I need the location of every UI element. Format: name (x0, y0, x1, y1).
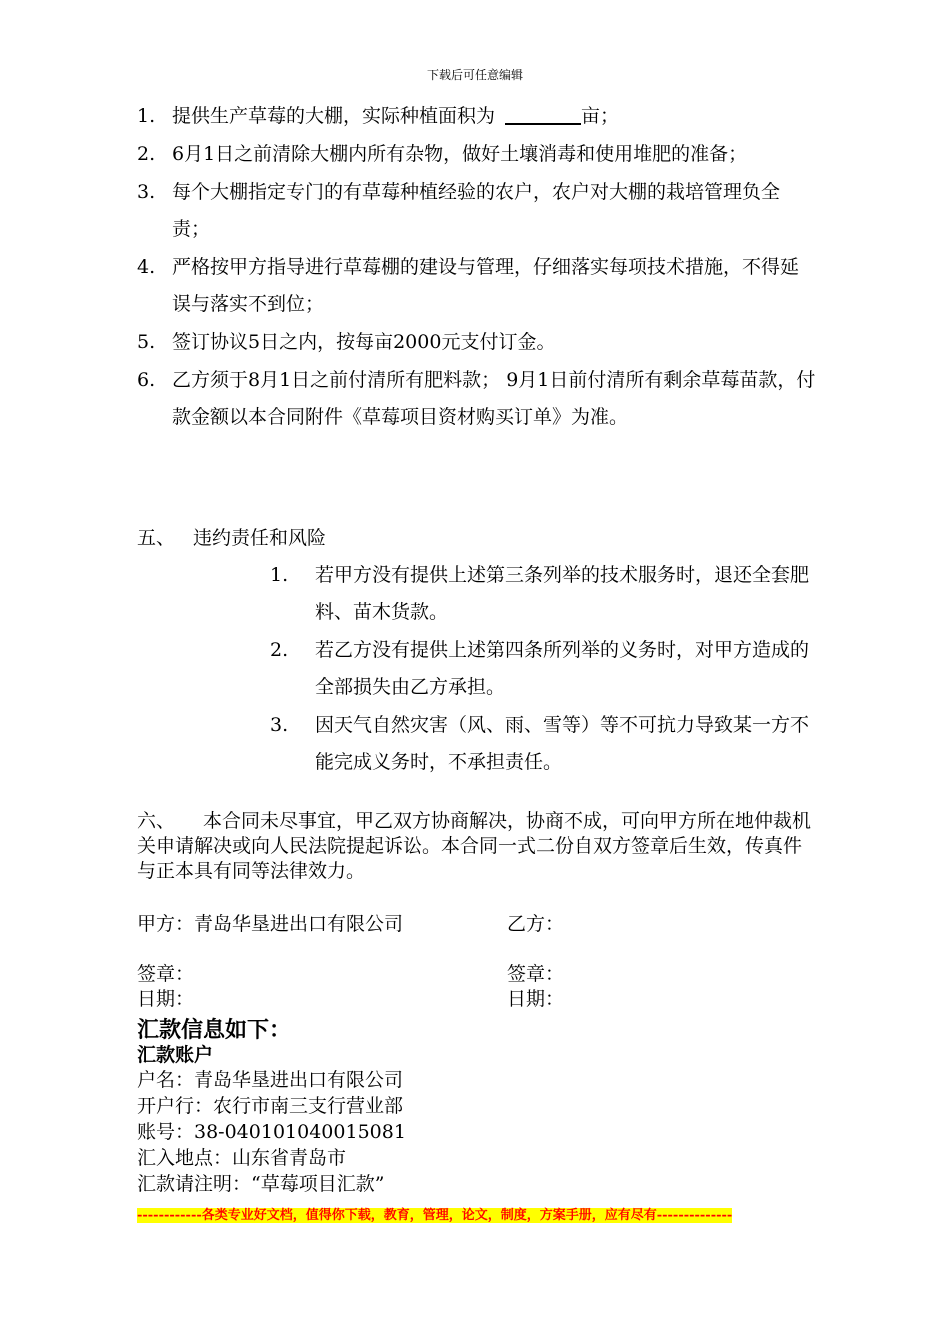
party-b-label: 乙方： (507, 913, 565, 935)
bank-name: 开户行：农行市南三支行营业部 (137, 1095, 404, 1117)
list-item: 6. 乙方须于8月1日之前付清所有肥料款； 9月1日前付清所有剩余草莓苗款，付款金额以本合同附件《草莓项目资材购买订单》为准。 (137, 369, 816, 428)
list-item: 2. 6月1日之前清除大棚内所有杂物，做好土壤消毒和使用堆肥的准备； (137, 143, 748, 165)
obligations-list (137, 98, 817, 437)
area-blank-field (505, 103, 581, 125)
party-b-date: 日期： (507, 988, 565, 1010)
list-item: 3. 每个大棚指定专门的有草莓种植经验的农户，农户对大棚的栽培管理负全责； (137, 181, 781, 240)
remit-location: 汇入地点：山东省青岛市 (137, 1147, 347, 1169)
party-b-seal: 签章： (507, 963, 565, 985)
page-header: 下载后可任意编辑 (426, 68, 523, 82)
remittance-title: 汇款信息如下： (137, 1017, 292, 1043)
liability-list (270, 557, 810, 782)
list-item: 4. 严格按甲方指导进行草莓棚的建设与管理，仔细落实每项技术措施，不得延误与落实不到位； (137, 256, 800, 315)
remit-note: 汇款请注明：“草莓项目汇款” (137, 1173, 385, 1195)
party-a-label: 甲方：青岛华垦进出口有限公司 (137, 913, 404, 935)
list-item: 1. 若甲方没有提供上述第三条列举的技术服务时，退还全套肥料、苗木货款。 (270, 564, 810, 623)
section-5-heading: 五、 违约责任和风险 (137, 527, 327, 549)
party-a-date: 日期： (137, 988, 195, 1010)
list-item: 3. 因天气自然灾害（风、雨、雪等）等不可抗力导致某一方不能完成义务时，不承担责任。 (270, 714, 810, 773)
account-name: 户名：青岛华垦进出口有限公司 (137, 1069, 404, 1091)
account-number: 账号：38-040101040015081 (137, 1121, 406, 1143)
party-a-seal: 签章： (137, 963, 195, 985)
list-item: 1. 提供生产草莓的大棚，实际种植面积为 亩； (137, 105, 620, 127)
section-6-paragraph: 六、 本合同未尽事宜，甲乙双方协商解决，协商不成，可向甲方所在地仲裁机关申请解决或向人民法院提起诉讼。本合同一式二份自双方签章后生效，传真件与正本具有同等法律效力。 (137, 810, 812, 882)
remittance-subtitle: 汇款账户 (137, 1044, 214, 1066)
list-item: 5. 签订协议5日之内，按每亩2000元支付订金。 (137, 331, 556, 353)
promo-footer: ------------各类专业好文档，值得你下载，教育，管理，论文，制度，方案手册，应有尽有-------------- (137, 1208, 733, 1223)
list-item: 2. 若乙方没有提供上述第四条所列举的义务时，对甲方造成的全部损失由乙方承担。 (270, 639, 810, 698)
